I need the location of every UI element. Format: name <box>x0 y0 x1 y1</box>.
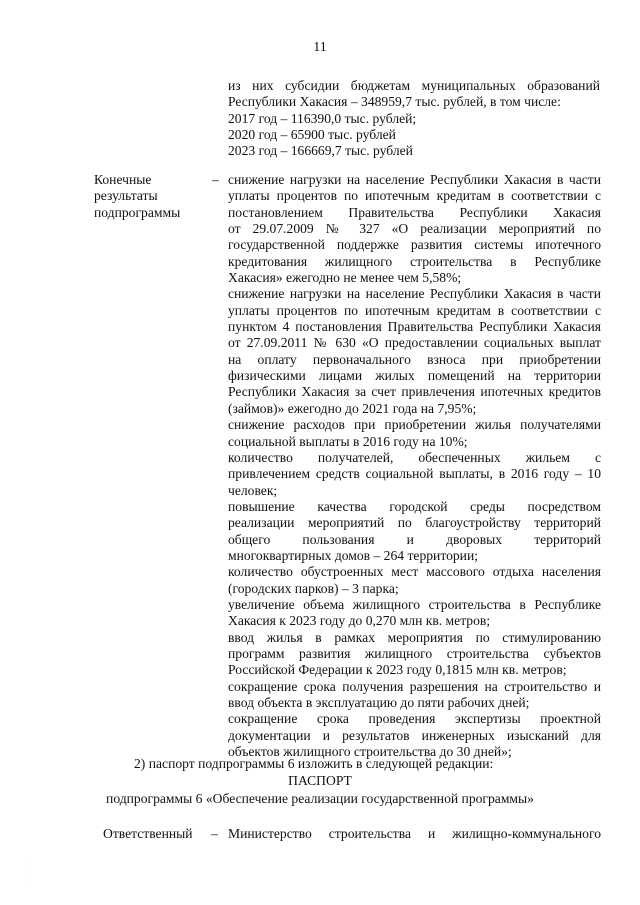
results-line: снижение расходов при приобретении жилья получателями <box>228 417 601 433</box>
results-line: Хакасия» ежегодно не менее чем 5,58%; <box>228 270 462 286</box>
results-line: пунктом 4 постановления Правительства Республики Хакасия <box>228 319 601 335</box>
results-line: привлечением средств социальной выплаты, в 2016 году – 10 <box>228 466 601 482</box>
results-line: от 27.09.2011 № 630 «О предоставлении социальных выплат <box>228 335 601 351</box>
results-line: социальной выплаты в 2016 году на 10%; <box>228 433 468 449</box>
results-line: (займов)» ежегодно до 2021 года на 7,95%; <box>228 400 477 416</box>
results-line: документации и результатов инженерных изысканий для <box>228 727 601 743</box>
passport-subtitle: подпрограммы 6 «Обеспечение реализации государственной программы» <box>106 791 534 806</box>
results-line: снижение нагрузки на население Республики Хакасия в части <box>228 172 601 187</box>
results-label-cell <box>94 172 204 221</box>
results-line: увеличение объема жилищного строительства в Республике <box>228 596 601 612</box>
scan-specks: · · · <box>28 860 30 886</box>
results-line: снижение нагрузки на население Республики Хакасия в части <box>228 286 601 302</box>
edit-instruction: 2) паспорт подпрограммы 6 изложить в следующей редакции: <box>134 756 494 771</box>
responsible-label: Ответственный <box>103 826 193 841</box>
results-text-cell <box>228 172 601 760</box>
results-line: физическими лицами жилых помещений на территории <box>228 368 601 384</box>
results-label-line: подпрограммы <box>94 204 181 220</box>
intro-line: Республики Хакасия – 348959,7 тыс. рублей, в том числе: <box>228 94 561 110</box>
responsible-dash: – <box>211 826 218 841</box>
intro-line: из них субсидии бюджетам муниципальных образований <box>228 78 600 93</box>
responsible-text: Министерство строительства и жилищно-коммунального <box>228 826 601 841</box>
results-line: уплаты процентов по ипотечным кредитам в соответствии с <box>228 302 601 318</box>
page-number: 11 <box>313 40 327 55</box>
results-line: государственной поддержке развития системы ипотечного <box>228 237 601 253</box>
results-line: сокращение срока проведения экспертизы проектной <box>228 711 601 727</box>
results-line: реализации мероприятий по благоустройству территорий <box>228 515 601 531</box>
results-line: ввод объекта в эксплуатацию до пяти рабочих дней; <box>228 695 530 710</box>
intro-line: 2023 год – 166669,7 тыс. рублей <box>228 143 413 159</box>
results-line: на оплату первоначального взноса при приобретении <box>228 351 601 367</box>
results-line: многоквартирных домов – 264 территории; <box>228 547 478 563</box>
results-line: от 29.07.2009 № 327 «О реализации мероприятий по <box>228 221 601 237</box>
results-dash: – <box>212 172 219 187</box>
results-line: Российской Федерации к 2023 году 0,1815 млн кв. метров; <box>228 662 567 678</box>
results-line: сокращение срока получения разрешения на строительство и <box>228 678 601 694</box>
results-line: Республики Хакасия за счет привлечения ипотечных кредитов <box>228 384 601 400</box>
results-line: ввод жилья в рамках мероприятия по стимулированию <box>228 629 601 645</box>
results-line: уплаты процентов по ипотечным кредитам в соответствии с <box>228 188 601 204</box>
results-line: общего пользования и дворовых территорий <box>228 531 601 547</box>
results-label-line: Конечные <box>94 172 152 187</box>
results-line: постановлением Правительства Республики Хакасия <box>228 204 601 220</box>
intro-funding-block <box>228 78 600 160</box>
intro-line: 2020 год – 65900 тыс. рублей <box>228 127 396 143</box>
intro-line: 2017 год – 116390,0 тыс. рублей; <box>228 110 417 126</box>
results-line: Хакасия к 2023 году до 0,270 млн кв. метров; <box>228 613 491 629</box>
results-line: количество обустроенных мест массового отдыха населения <box>228 564 601 580</box>
results-line: объектов жилищного строительства до 30 дней»; <box>228 744 512 760</box>
results-line: человек; <box>228 482 278 498</box>
results-line: повышение качества городской среды посредством <box>228 498 601 514</box>
results-label-line: результаты <box>94 188 158 204</box>
results-line: количество получателей, обеспеченных жильем с <box>228 449 601 465</box>
results-line: программ развития жилищного строительства субъектов <box>228 645 601 661</box>
results-line: (городских парков) – 3 парка; <box>228 580 399 596</box>
results-line: кредитования жилищного строительства в Республике <box>228 253 601 269</box>
passport-title: ПАСПОРТ <box>288 773 352 788</box>
